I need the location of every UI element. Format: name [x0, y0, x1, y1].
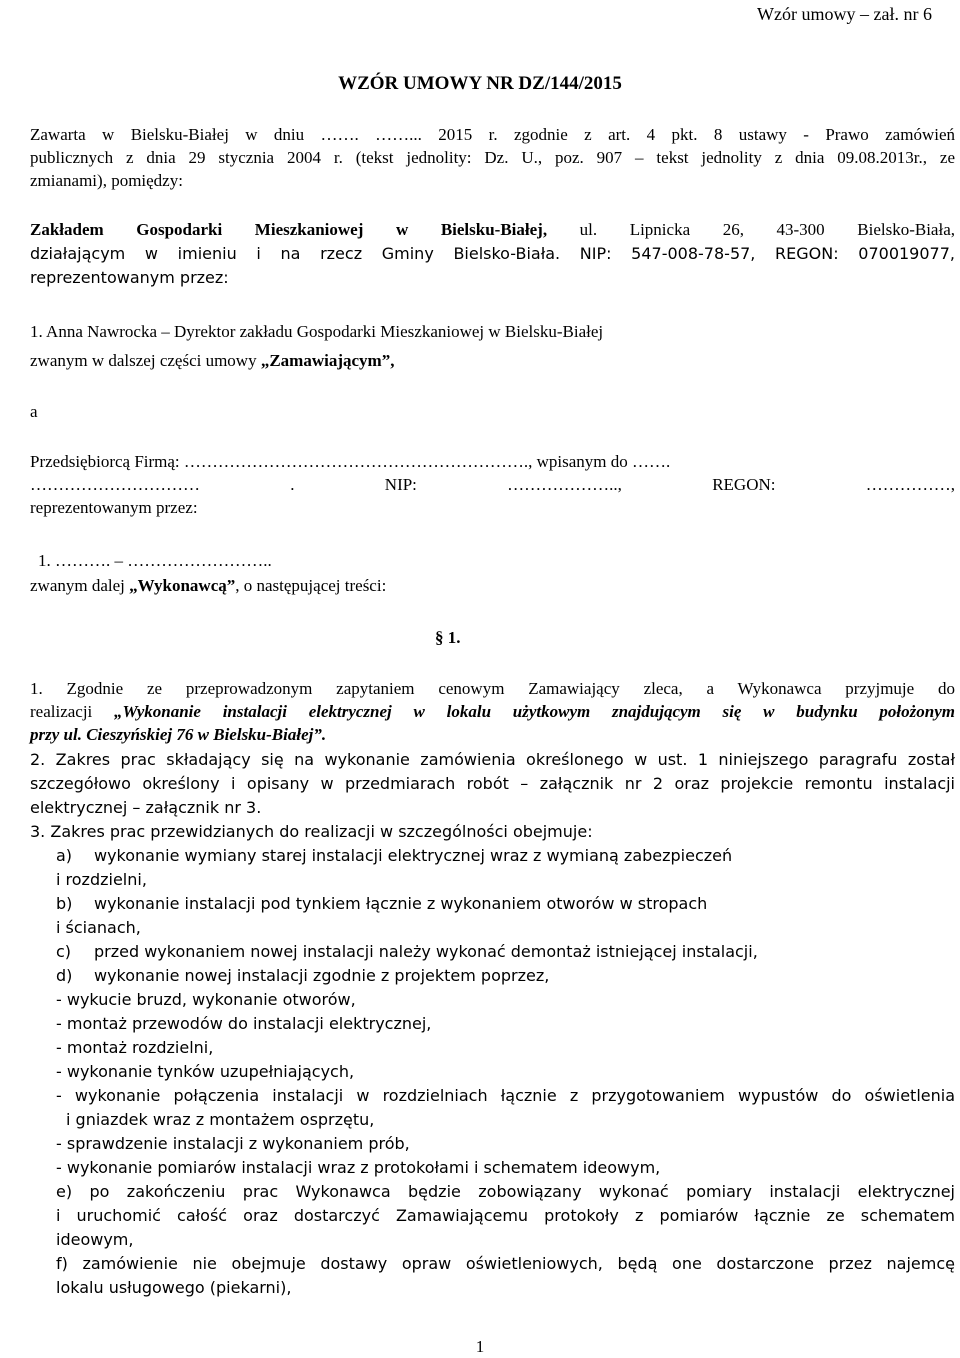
- p1-line-1: 1. Zgodnie ze przeprowadzonym zapytaniem cenowym Zamawiający zleca, a Wykonawca przyjmuje do: [30, 679, 955, 698]
- item-f: f) zamówienie nie obejmuje dostawy opraw oświetleniowych, będą one dostarczone przez najemcę: [56, 1254, 955, 1273]
- dash-item-5: - wykonanie połączenia instalacji w rozdzielniach łącznie z przygotowaniem wypustów do oświetlenia: [56, 1086, 955, 1105]
- party1-name: Zakładem Gospodarki Mieszkaniowej w Bielsku-Białej,: [30, 220, 548, 239]
- item-b: [56, 892, 707, 915]
- party2-representative: 1. ………. – ……………………..: [38, 551, 272, 570]
- dash-item-7: - wykonanie pomiarów instalacji wraz z protokołami i schematem ideowym,: [56, 1158, 661, 1177]
- party1-called-name: „Zamawiającym”,: [260, 351, 395, 370]
- p1-line-2: [30, 700, 955, 723]
- contract-title: WZÓR UMOWY NR DZ/144/2015: [338, 73, 622, 94]
- dash-item-2: - montaż przewodów do instalacji elektrycznej,: [56, 1014, 432, 1033]
- party1-line-1: [30, 218, 955, 241]
- item-a-cont: i rozdzielni,: [56, 870, 147, 889]
- intro-line-2: publicznych z dnia 29 stycznia 2004 r. (tekst jednolity: Dz. U., poz. 907 – tekst jednolity z dnia 09.08.2013r., ze: [30, 148, 955, 167]
- dash-item-3: - montaż rozdzielni,: [56, 1038, 214, 1057]
- party2-called: [30, 574, 386, 597]
- conjunction: a: [30, 402, 38, 421]
- intro-line-1: Zawarta w Bielsku-Białej w dniu ……. ……... 2015 r. zgodnie z art. 4 pkt. 8 ustawy - Prawo zamówień: [30, 125, 955, 144]
- party2-line-2: ………………………… . NIP: ……………….., REGON: ……………,: [30, 475, 955, 494]
- party1-representative: 1. Anna Nawrocka – Dyrektor zakładu Gospodarki Mieszkaniowej w Bielsku-Białej: [30, 322, 604, 341]
- party1-line-3: reprezentowanym przez:: [30, 268, 229, 287]
- party1-address: ul. Lipnicka 26, 43-300 Bielsko-Biała,: [547, 220, 955, 239]
- party2-line-3: reprezentowanym przez:: [30, 498, 198, 517]
- item-c-text: przed wykonaniem nowej instalacji należy wykonać demontaż istniejącej instalacji,: [94, 942, 758, 961]
- party2-called-pre: zwanym dalej: [30, 576, 130, 595]
- item-e-cont-2: ideowym,: [56, 1230, 134, 1249]
- item-c: [56, 940, 758, 963]
- dash-item-5-cont: i gniazdek wraz z montażem osprzętu,: [66, 1110, 375, 1129]
- section-heading: § 1.: [435, 628, 461, 647]
- attachment-header: Wzór umowy – zał. nr 6: [757, 4, 932, 24]
- party2-called-post: , o następującej treści:: [235, 576, 387, 595]
- item-a: [56, 844, 732, 867]
- party1-acting: działającym w imieniu i na rzecz Gminy Bielsko-Biała.: [30, 244, 561, 263]
- p1-line-2-pre: realizacji: [30, 702, 115, 721]
- item-d-text: wykonanie nowej instalacji zgodnie z projektem poprzez,: [94, 966, 550, 985]
- page-number: 1: [475, 1337, 485, 1356]
- dash-item-1: - wykucie bruzd, wykonanie otworów,: [56, 990, 356, 1009]
- party1-ids: NIP: 547-008-78-57, REGON: 070019077,: [560, 244, 955, 263]
- p1-line-3: przy ul. Cieszyńskiej 76 w Bielsku-Białej”.: [30, 725, 327, 744]
- p1-subject: „Wykonanie instalacji elektrycznej w lokalu użytkowym znajdującym się w budynku położonym: [114, 702, 955, 721]
- p3-heading: 3. Zakres prac przewidzianych do realizacji w szczególności obejmuje:: [30, 822, 593, 841]
- item-a-label: a): [56, 846, 73, 865]
- p2-line-1: 2. Zakres prac składający się na wykonanie zamówienia określonego w ust. 1 niniejszego paragrafu został: [30, 750, 955, 769]
- intro-line-3: zmianami), pomiędzy:: [30, 171, 183, 190]
- item-a-text: wykonanie wymiany starej instalacji elektrycznej wraz z wymianą zabezpieczeń: [94, 846, 733, 865]
- item-b-label: b): [56, 894, 73, 913]
- party1-line-2: [30, 242, 955, 265]
- item-d-label: d): [56, 966, 73, 985]
- dash-item-4: - wykonanie tynków uzupełniających,: [56, 1062, 355, 1081]
- item-b-text: wykonanie instalacji pod tynkiem łącznie z wykonaniem otworów w stropach: [94, 894, 708, 913]
- party2-called-name: „Wykonawcą”: [129, 576, 236, 595]
- p2-line-2: szczegółowo określony i opisany w przedmiarach robót – załącznik nr 2 oraz projekcie remontu instalacji: [30, 774, 955, 793]
- item-d: [56, 964, 549, 987]
- party1-called-pre: zwanym w dalszej części umowy: [30, 351, 261, 370]
- p2-line-3: elektrycznej – załącznik nr 3.: [30, 798, 262, 817]
- item-c-label: c): [56, 942, 72, 961]
- party2-line-1: Przedsiębiorcą Firmą: ……………………………………………………., wpisanym do …….: [30, 452, 671, 471]
- item-f-cont: lokalu usługowego (piekarni),: [56, 1278, 292, 1297]
- item-b-cont: i ścianach,: [56, 918, 141, 937]
- item-e: e) po zakończeniu prac Wykonawca będzie zobowiązany wykonać pomiary instalacji elektrycznej: [56, 1182, 955, 1201]
- dash-item-6: - sprawdzenie instalacji z wykonaniem prób,: [56, 1134, 410, 1153]
- party1-called: [30, 349, 394, 372]
- item-e-cont-1: i uruchomić całość oraz dostarczyć Zamawiającemu protokoły z pomiarów łącznie ze schematem: [56, 1206, 955, 1225]
